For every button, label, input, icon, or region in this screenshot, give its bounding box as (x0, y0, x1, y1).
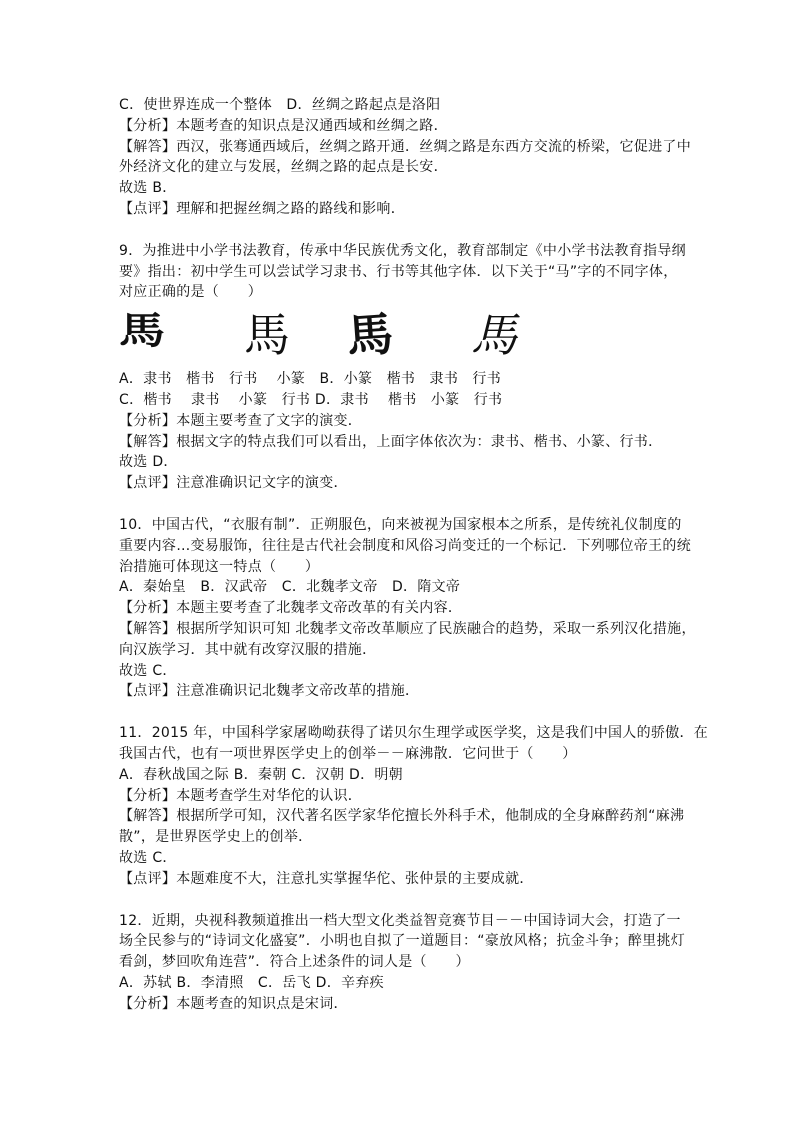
solution-line: 【解答】根据所学可知，汉代著名医学家华佗擅长外科手术，他制成的全身麻醉药剂“麻沸 (119, 808, 685, 825)
question-text: 对应正确的是（ ） (119, 284, 262, 301)
question-text: 我国古代，也有一项世界医学史上的创举－－麻沸散．它问世于（ ） (119, 745, 577, 762)
solution-line: 散”，是世界医学史上的创举． (119, 829, 313, 846)
answer-choice: 故选 D． (119, 454, 178, 471)
question-9 (119, 241, 686, 494)
answer-options: A．苏轼 B．李清照 C．岳飞 D．辛弃疾 (119, 974, 384, 991)
spacer (119, 702, 679, 723)
document-page (119, 95, 709, 1014)
question-12 (119, 911, 686, 1015)
solution-line: 【解答】根据文字的特点我们可以看出，上面字体依次为：隶书、楷书、小篆、行书． (119, 433, 663, 450)
analysis-line: 【分析】本题考查的知识点是宋词． (119, 995, 348, 1012)
analysis-line: 【分析】本题主要考查了文字的演变． (119, 412, 363, 429)
answer-options: A．春秋战国之际 B．秦朝 C．汉朝 D．明朝 (119, 766, 403, 783)
spacer (119, 494, 679, 515)
answer-options: C．使世界连成一个整体 D．丝绸之路起点是洛阳 (119, 97, 441, 113)
question-text: 看剑，梦回吹角连营”．符合上述条件的词人是（ ） (119, 954, 470, 971)
question-text: 12．近期，央视科教频道推出一档大型文化类益智竞赛节目－－中国诗词大会，打造了一 (119, 912, 681, 929)
question-10 (119, 515, 696, 702)
comment-line: 【点评】注意准确识记北魏孝文帝改革的措施． (119, 683, 420, 700)
solution-line: 【解答】西汉，张骞通西域后，丝绸之路开通．丝绸之路是东西方交流的桥梁，它促进了中 (119, 138, 691, 155)
question-text: 10．中国古代，“衣服有制”．正朔服色，向来被视为国家根本之所系，是传统礼仪制度的 (119, 516, 682, 533)
question-text: 重要内容…变易服饰，往往是古代社会制度和风俗习尚变迁的一个标记．下列哪位帝王的统 (119, 537, 691, 554)
question-text: 治措施可体现这一特点（ ） (119, 558, 320, 575)
ma-glyph-clerical: 馬 (119, 308, 165, 353)
comment-line: 【点评】理解和把握丝绸之路的路线和影响． (119, 200, 405, 217)
solution-line: 【解答】根据所学知识可知 北魏孝文帝改革顺应了民族融合的趋势，采取一系列汉化措施， (119, 620, 696, 637)
ma-character-styles-figure (119, 306, 679, 367)
spacer (119, 890, 679, 911)
question-text: 场全民参与的“诗词文化盛宴”．小明也自拟了一道题目：“豪放风格；抗金斗争；醉里挑灯 (119, 933, 686, 950)
answer-options: A．隶书 楷书 行书 小篆 B．小篆 楷书 隶书 行书 (119, 371, 502, 388)
analysis-line: 【分析】本题主要考查了北魏孝文帝改革的有关内容． (119, 600, 463, 617)
question-8-continued (119, 95, 691, 220)
question-text: 11．2015 年，中国科学家屠呦呦获得了诺贝尔生理学或医学奖，这是我们中国人的骄傲．在 (119, 725, 709, 742)
question-text: 要》指出：初中学生可以尝试学习隶书、行书等其他字体．以下关于“马”字的不同字体， (119, 263, 678, 280)
answer-choice: 故选 B． (119, 180, 177, 197)
question-11 (119, 723, 709, 889)
solution-line: 外经济文化的建立与发展，丝绸之路的起点是长安． (119, 159, 448, 176)
ma-glyph-seal: 馬 (345, 306, 395, 364)
answer-options: C．楷书 隶书 小篆 行书 D．隶书 楷书 小篆 行书 (119, 391, 503, 408)
question-text: 9．为推进中小学书法教育，传承中华民族优秀文化，教育部制定《中小学书法教育指导纲 (119, 242, 686, 259)
analysis-line: 【分析】本题考查学生对华佗的认识． (119, 787, 363, 804)
ma-glyph-running: 馬 (471, 308, 517, 363)
answer-choice: 故选 C． (119, 849, 177, 866)
answer-options: A．秦始皇 B．汉武帝 C．北魏孝文帝 D．隋文帝 (119, 579, 461, 596)
answer-choice: 故选 C． (119, 662, 177, 679)
ma-glyph-regular: 馬 (244, 308, 290, 363)
solution-line: 向汉族学习．其中就有改穿汉服的措施． (119, 641, 377, 658)
analysis-line: 【分析】本题考查的知识点是汉通西域和丝绸之路． (119, 117, 448, 134)
comment-line: 【点评】注意准确识记文字的演变． (119, 475, 348, 492)
spacer (119, 220, 679, 241)
comment-line: 【点评】本题难度不大，注意扎实掌握华佗、张仲景的主要成就． (119, 870, 534, 887)
